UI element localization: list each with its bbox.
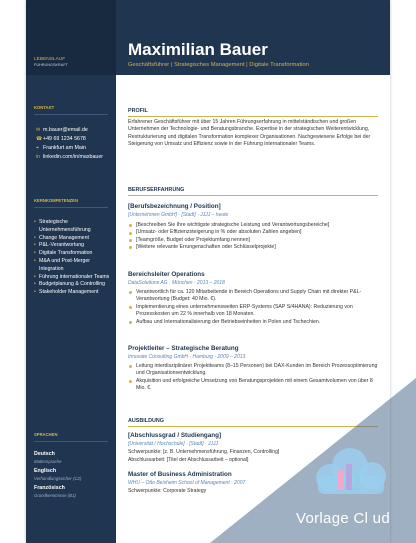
profile-heading: PROFIL (128, 108, 148, 114)
education-meta: WHU – Otto Beisheim School of Management · 2007 (128, 480, 246, 486)
job-title: Bereichsleiter Operations (128, 271, 205, 278)
job-meta: [Unternehmen GmbH] · [Stadt] · JJJJ – heute (128, 212, 229, 218)
job-bullet: [Beschreiben Sie Ihre wichtigste strategische Leistung und Verantwortungsbereiche] (128, 222, 378, 229)
job-bullet: [Weitere relevante Errungenschaften oder Schlüsselprojekte] (128, 244, 378, 251)
mail-icon: ✉ (36, 127, 41, 133)
job-bullet: Aufbau und Internationalisierung der Betriebseinheiten in Polen und Tschechien. (128, 319, 378, 326)
language-level: Grundkenntnisse (B1) (34, 493, 76, 498)
skill-item: • M&A und Post-Merger Integration (34, 258, 114, 274)
language-level: Muttersprache (34, 459, 62, 464)
contact-phone-text: +49 69 1234 5678 (43, 136, 86, 142)
skill-item: • Stakeholder Management (34, 289, 114, 297)
person-subtitle: Geschäftsführer | Strategisches Management | Digitale Transformation (128, 62, 309, 68)
job-bullet: Verantwortlich für ca. 120 Mitarbeitende in Bereich Operations und Supply Chain mit direkter P&L-Verantwortung (Budget: 40 Mio. €). (128, 289, 378, 304)
watermark-text: Vorlage Cl ud (296, 510, 390, 527)
job-bullet: Leitung interdisziplinärer Projektteams (8–15 Personen) bei DAX-Kunden im Bereich Prozessoptimierung und Organisationsentwicklung. (128, 363, 378, 378)
education-title: [Abschlussgrad / Studiengang] (128, 432, 222, 439)
education-title: Master of Business Administration (128, 471, 232, 478)
job-bullet: [Teamgröße, Budget oder Projektumfang nennen] (128, 237, 378, 244)
skill-item: • Führung internationaler Teams (34, 274, 114, 282)
skill-item: • Digitale Transformation (34, 250, 114, 258)
document-subtype-label: FÜHRUNGSKRAFT (34, 63, 68, 67)
contact-linkedin-text: linkedin.com/in/maxbauer (43, 154, 104, 160)
document-type-label: LEBENSLAUF (34, 57, 66, 62)
job-bullet: [Umsatz- oder Effizienzsteigerung in % oder absoluten Zahlen angeben] (128, 229, 378, 236)
skill-item: • Budgetplanung & Controlling (34, 281, 114, 289)
education-detail: Schwerpunkte: Corporate Strategy (128, 488, 207, 494)
language-level: Verhandlungssicher (C2) (34, 476, 82, 481)
contact-location-text: Frankfurt am Main (43, 145, 86, 151)
job-title: [Berufsbezeichnung / Position] (128, 203, 221, 210)
education-meta: [Universität / Hochschule] · [Stadt] · JJJJ (128, 441, 219, 447)
language-name: Französisch (34, 485, 65, 491)
language-name: Deutsch (34, 451, 55, 457)
language-name: Englisch (34, 468, 57, 474)
job-meta: DataSolutions AG · München · 2013 – 2018 (128, 280, 225, 286)
profile-text: Erfahrener Geschäftsführer mit über 15 Jahren Führungserfahrung in mittelständischen und großen Unternehmen der Technologie- und Beratungsbranche. Expertise in der strategischen Weiterentwicklung, Restrukturierung und digitalen Transformation komplexer Organisationen. Nachgewiesene Erfolge bei der Steigerung von Umsatz und Effizienz sowie in der Führung internationaler Teams. (128, 119, 371, 147)
skill-item: • Strategische Unternehmensführung (34, 219, 114, 235)
contact-email-text: m.bauer@email.de (43, 127, 88, 133)
skill-item: • Change Management (34, 235, 114, 243)
experience-heading: BERUFSERFAHRUNG (128, 187, 185, 193)
linkedin-icon: in (36, 154, 40, 160)
contact-heading: KONTAKT (34, 105, 55, 110)
skill-item: • P&L-Verantwortung (34, 242, 114, 250)
job-bullet: Implementierung eines unternehmensweiten ERP-Systems (SAP S/4HANA): Reduzierung von Prozesskosten um 22 % innerhalb von 18 Monaten. (128, 304, 378, 319)
person-name: Maximilian Bauer (128, 40, 268, 59)
languages-heading: SPRACHEN (34, 432, 58, 437)
education-heading: AUSBILDUNG (128, 418, 164, 424)
job-bullet: Akquisition und erfolgreiche Umsetzung von Beratungsprojekten mit einem Gesamtvolumen von über 8 Mio. €. (128, 378, 378, 393)
job-title: Projektleiter – Strategische Beratung (128, 345, 239, 352)
education-detail: Schwerpunkte: [z. B. Unternehmensführung, Finanzen, Controlling] (128, 449, 280, 455)
phone-icon: ☎ (36, 136, 43, 142)
education-detail: Abschlussarbeit: [Titel der Abschlussarbeit – optional] (128, 457, 249, 463)
job-meta: Innovate Consulting GmbH · Hamburg · 2009 – 2013 (128, 354, 246, 360)
skills-heading: KERNKOMPETENZEN (34, 198, 78, 203)
location-icon: ⌖ (36, 145, 39, 151)
